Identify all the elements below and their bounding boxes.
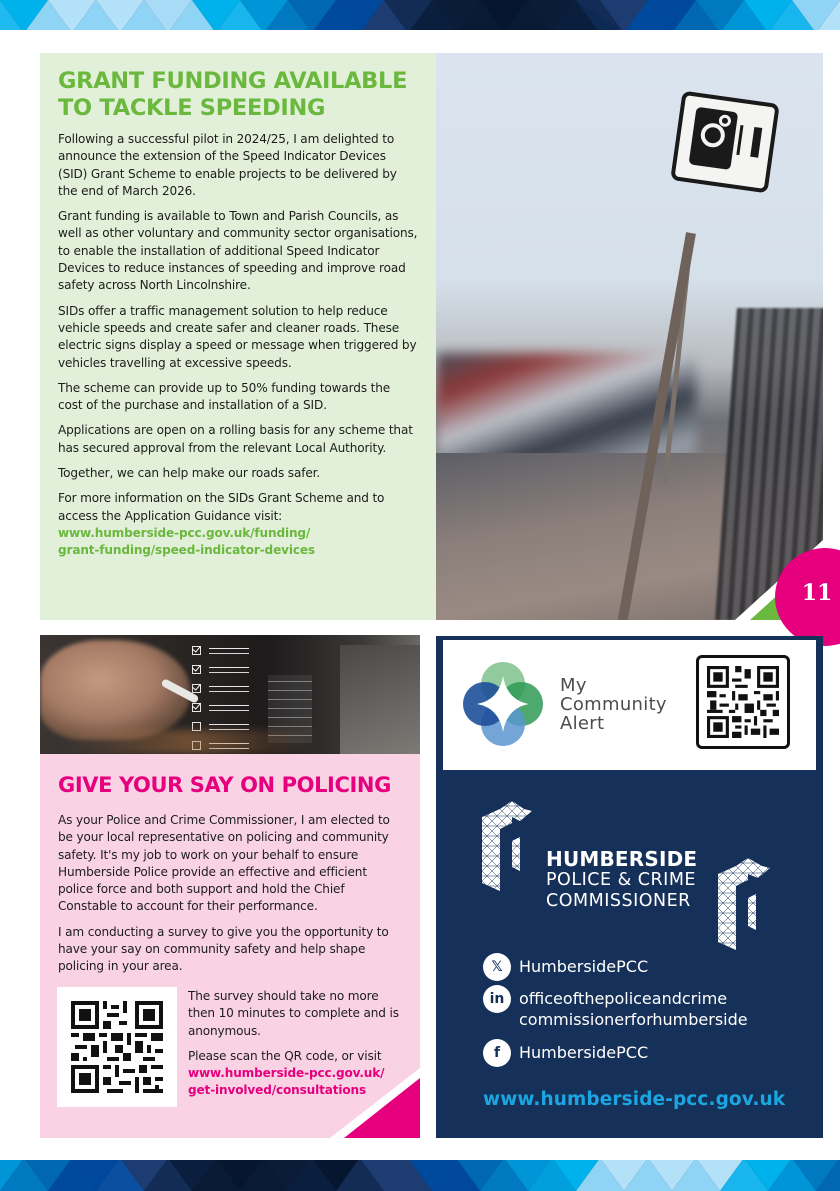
contact-panel [436, 636, 823, 1138]
grant-paragraph: The scheme can provide up to 50% funding towards the cost of the purchase and installation of a SID. [58, 380, 391, 413]
grant-link-line1: www.humberside-pcc.gov.uk/funding/ [58, 525, 311, 540]
community-alert-qr-code[interactable] [696, 655, 790, 749]
website-link[interactable]: www.humberside-pcc.gov.uk [483, 1089, 786, 1110]
speed-camera-sign-icon [670, 91, 780, 194]
pink-corner-triangle [330, 1068, 420, 1138]
hand [40, 640, 190, 740]
bottom-triangle-band [0, 1158, 840, 1191]
my-community-alert-logo-icon [463, 662, 543, 746]
grant-guidance-link[interactable] [58, 525, 418, 560]
checklist-photo [40, 635, 420, 754]
pcc-logo-mark-icon [482, 801, 532, 891]
survey-duration-note: The survey should take no more then 10 minutes to complete and is anonymous. [188, 989, 399, 1038]
grant-more-info [58, 490, 418, 559]
my-community-alert-wordmark: My Community Alert [560, 675, 667, 734]
policing-paragraph: As your Police and Crime Commissioner, I am elected to be your local representative on policing and community safety. It's my job to work on your behalf to ensure Humberside Police provide an effective and efficient police force and both support and hold the Chief Constable to account for their performance. [58, 813, 390, 914]
scan-text: Please scan the QR code, or visit [188, 1048, 382, 1063]
linkedin-icon: in [483, 985, 511, 1013]
camera-flash [736, 125, 762, 158]
grant-funding-panel [40, 53, 436, 620]
policing-content [58, 772, 403, 984]
x-handle: HumbersidePCC [519, 957, 649, 976]
pcc-logo-mark-secondary-icon [718, 858, 770, 950]
checkbox-checked-icon [192, 665, 201, 674]
social-facebook-link[interactable] [483, 1042, 813, 1067]
page-number: 11 [801, 580, 833, 606]
grant-more-info-text: For more information on the SIDs Grant Scheme and to access the Application Guidance visit: [58, 491, 385, 523]
survey-qr-code[interactable] [57, 987, 177, 1107]
pcc-wordmark: HUMBERSIDE POLICE & CRIME COMMISSIONER [546, 847, 698, 911]
x-icon: 𝕏 [483, 953, 511, 981]
checkbox-checked-icon [192, 684, 201, 693]
speed-camera-photo [436, 53, 823, 620]
social-x-link[interactable] [483, 956, 813, 981]
grant-link-line2: grant-funding/speed-indicator-devices [58, 543, 315, 558]
consultations-link-line1: www.humberside-pcc.gov.uk/ [188, 1066, 385, 1081]
linkedin-handle: officeofthepoliceandcrime commissionerforhumberside [519, 989, 748, 1029]
grant-paragraph: Together, we can help make our roads safer. [58, 466, 321, 481]
grant-paragraph: Following a successful pilot in 2024/25, I am delighted to announce the extension of the Speed Indicator Devices (SID) Grant Scheme to enable projects to be delivered by the end of March 2026. [58, 132, 397, 198]
top-triangle-band [0, 0, 840, 33]
policing-survey-panel [40, 635, 420, 1138]
grant-paragraph: Grant funding is available to Town and Parish Councils, as well as other voluntary and community sector organisations, to enable the installation of additional Speed Indicator Devices to reduce instances of speeding and improve road safety across North Lincolnshire. [58, 209, 418, 293]
checkbox-checked-icon [192, 703, 201, 712]
facebook-icon: f [483, 1039, 511, 1067]
checkbox-checked-icon [192, 646, 201, 655]
light-glow [60, 730, 320, 754]
grant-funding-title: GRANT FUNDING AVAILABLE TO TACKLE SPEEDING [58, 68, 408, 121]
policing-paragraph: I am conducting a survey to give you the opportunity to have your say on community safety and help shape policing in your area. [58, 924, 389, 974]
qr-code-icon [707, 666, 779, 738]
my-community-alert-box [443, 640, 816, 770]
qr-code-icon [71, 1001, 163, 1093]
policing-title: GIVE YOUR SAY ON POLICING [58, 773, 391, 797]
grant-paragraph: SIDs offer a traffic management solution to help reduce vehicle speeds and create safer and cleaner roads. These electric signs display a speed or message when triggered by vehicles travelling at excessive speeds. [58, 303, 417, 370]
laptop [340, 645, 420, 754]
grant-paragraph: Applications are open on a rolling basis for any scheme that has secured approval from the relevant Local Authority. [58, 423, 413, 455]
social-linkedin-link[interactable] [483, 988, 813, 1030]
consultations-link-line2: get-involved/consultations [188, 1083, 367, 1098]
facebook-handle: HumbersidePCC [519, 1043, 649, 1062]
